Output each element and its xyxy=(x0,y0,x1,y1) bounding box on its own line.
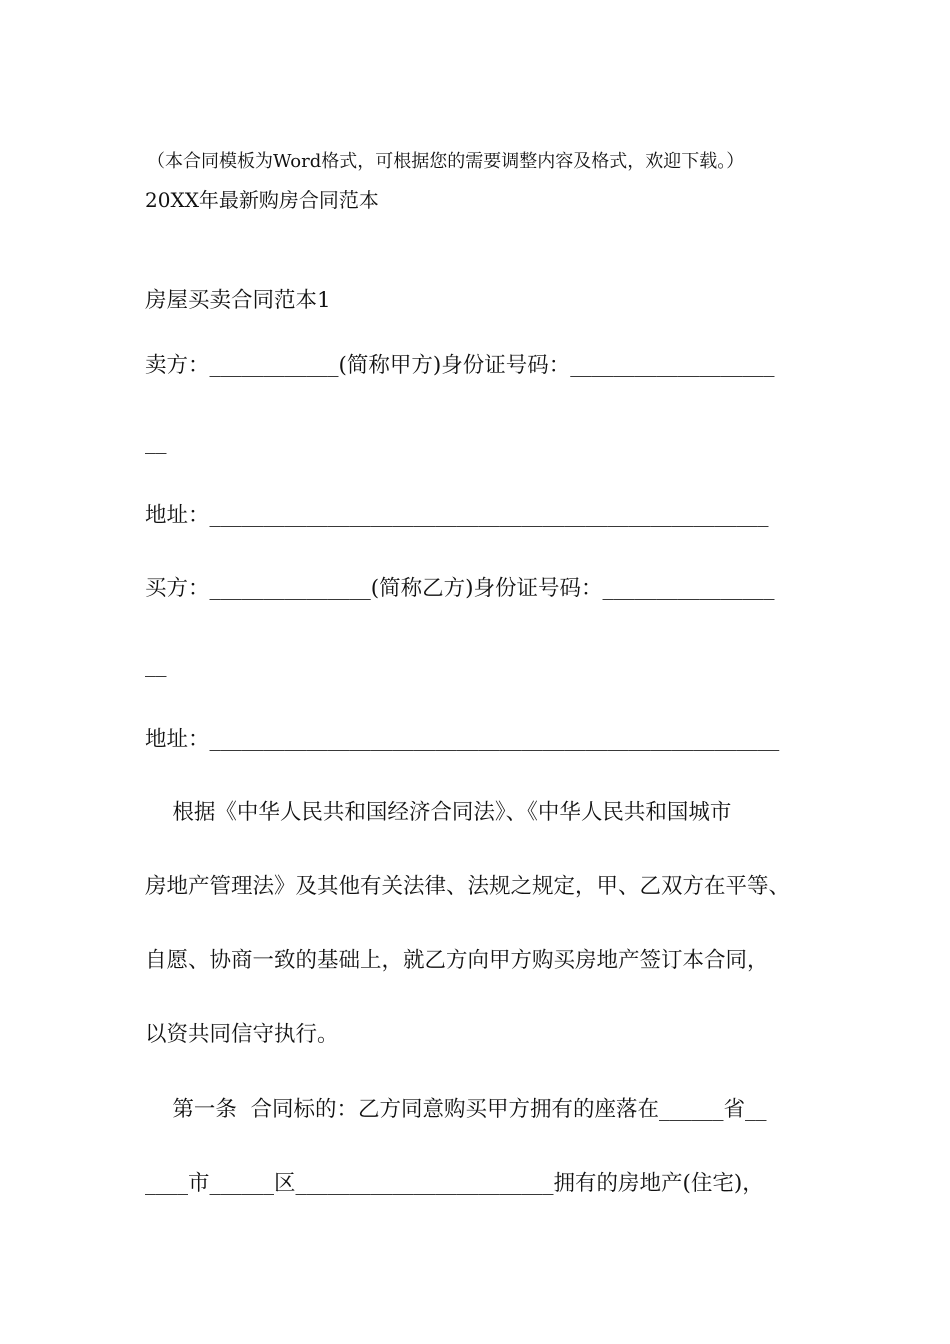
article-one-line: 第一条 合同标的：乙方同意购买甲方拥有的座落在______省__ xyxy=(145,1097,767,1122)
paragraph-line: 以资共同信守执行。 xyxy=(145,1022,339,1047)
paragraph-line: 房地产管理法》及其他有关法律、法规之规定，甲、乙双方在平等、 xyxy=(145,874,791,899)
paragraph-line: 自愿、协商一致的基础上，就乙方向甲方购买房地产签订本合同， xyxy=(145,948,769,973)
buyer-line: 买方：_______________(简称乙方)身份证号码：________________ xyxy=(145,576,775,601)
buyer-line-continued: __ xyxy=(145,653,167,678)
seller-address-line: 地址：____________________________________________________ xyxy=(145,503,769,528)
article-one-line: ____市______区________________________拥有的房地产(住宅)， xyxy=(145,1171,764,1196)
seller-line: 卖方：____________(简称甲方)身份证号码：___________________ xyxy=(145,353,775,378)
paragraph-line: 根据《中华人民共和国经济合同法》、《中华人民共和国城市 xyxy=(145,800,732,825)
buyer-address-line: 地址：_____________________________________________________ xyxy=(145,727,780,752)
document-title: 20XX年最新购房合同范本 xyxy=(145,188,379,212)
contract-subtitle: 房屋买卖合同范本1 xyxy=(145,288,331,313)
template-note: （本合同模板为Word格式，可根据您的需要调整内容及格式，欢迎下载。） xyxy=(147,151,745,172)
seller-line-continued: __ xyxy=(145,430,167,455)
